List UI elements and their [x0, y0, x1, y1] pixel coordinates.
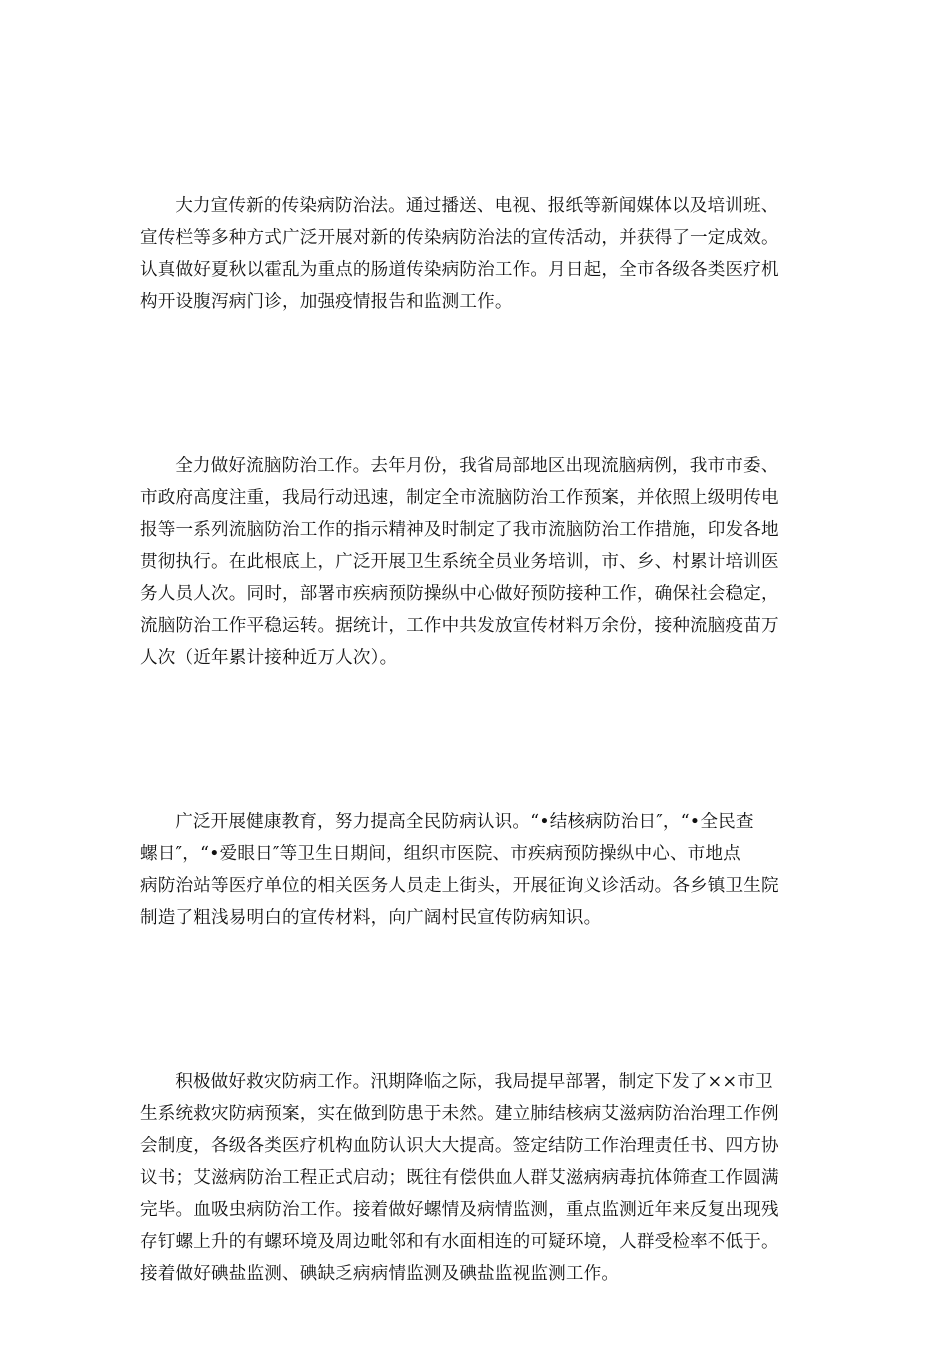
paragraph-line: 病防治站等医疗单位的相关医务人员走上街头，开展征询义诊活动。各乡镇卫生院: [140, 876, 779, 896]
paragraph-1: [140, 126, 818, 382]
paragraph-line: 贯彻执行。在此根底上，广泛开展卫生系统全员业务培训，市、乡、村累计培训医: [140, 552, 779, 572]
paragraph-3: [140, 742, 818, 998]
paragraph-line: 务人员人次。同时，部署市疾病预防操纵中心做好预防接种工作，确保社会稳定，: [140, 584, 779, 604]
paragraph-line: 流脑防治工作平稳运转。据统计，工作中共发放宣传材料万余份，接种流脑疫苗万: [140, 616, 779, 636]
paragraph-line: 报等一系列流脑防治工作的指示精神及时制定了我市流脑防治工作措施，印发各地: [140, 520, 779, 540]
paragraph-line: 市政府高度注重，我局行动迅速，制定全市流脑防治工作预案，并依照上级明传电: [140, 488, 779, 508]
paragraph-line: 积极做好救灾防病工作。汛期降临之际，我局提早部署，制定下发了××市卫: [175, 1072, 773, 1092]
paragraph-line: 构开设腹泻病门诊，加强疫情报告和监测工作。: [140, 292, 513, 312]
paragraph-line: 广泛开展健康教育，努力提高全民防病认识。“•结核病防治日″，“•全民查: [175, 812, 754, 832]
paragraph-line: 认真做好夏秋以霍乱为重点的肠道传染病防治工作。月日起，全市各级各类医疗机: [140, 260, 779, 280]
paragraph-line: 生系统救灾防病预案，实在做到防患于未然。建立肺结核病艾滋病防治治理工作例: [140, 1104, 779, 1124]
paragraph-line: 螺日″，“•爱眼日″等卫生日期间，组织市医院、市疾病预防操纵中心、市地点: [140, 844, 741, 864]
paragraph-line: 完毕。血吸虫病防治工作。接着做好螺情及病情监测，重点监测近年来反复出现残: [140, 1200, 779, 1220]
paragraph-line: 会制度，各级各类医疗机构血防认识大大提高。签定结防工作治理责任书、四方协: [140, 1136, 779, 1156]
paragraph-line: 议书；艾滋病防治工程正式启动；既往有偿供血人群艾滋病病毒抗体筛查工作圆满: [140, 1168, 779, 1188]
paragraph-line: 宣传栏等多种方式广泛开展对新的传染病防治法的宣传活动，并获得了一定成效。: [140, 228, 779, 248]
paragraph-2: [140, 386, 818, 738]
paragraph-line: 全力做好流脑防治工作。去年月份，我省局部地区出现流脑病例，我市市委、: [175, 456, 779, 476]
paragraph-4: [140, 1002, 818, 1354]
paragraph-line: 存钉螺上升的有螺环境及周边毗邻和有水面相连的可疑环境，人群受检率不低于。: [140, 1232, 779, 1252]
paragraph-line: 大力宣传新的传染病防治法。通过播送、电视、报纸等新闻媒体以及培训班、: [175, 196, 779, 216]
document-body: [140, 126, 818, 1358]
paragraph-line: 人次（近年累计接种近万人次）。: [140, 648, 398, 668]
paragraph-line: 制造了粗浅易明白的宣传材料，向广阔村民宣传防病知识。: [140, 908, 602, 928]
paragraph-line: 接着做好碘盐监测、碘缺乏病病情监测及碘盐监视监测工作。: [140, 1264, 620, 1284]
